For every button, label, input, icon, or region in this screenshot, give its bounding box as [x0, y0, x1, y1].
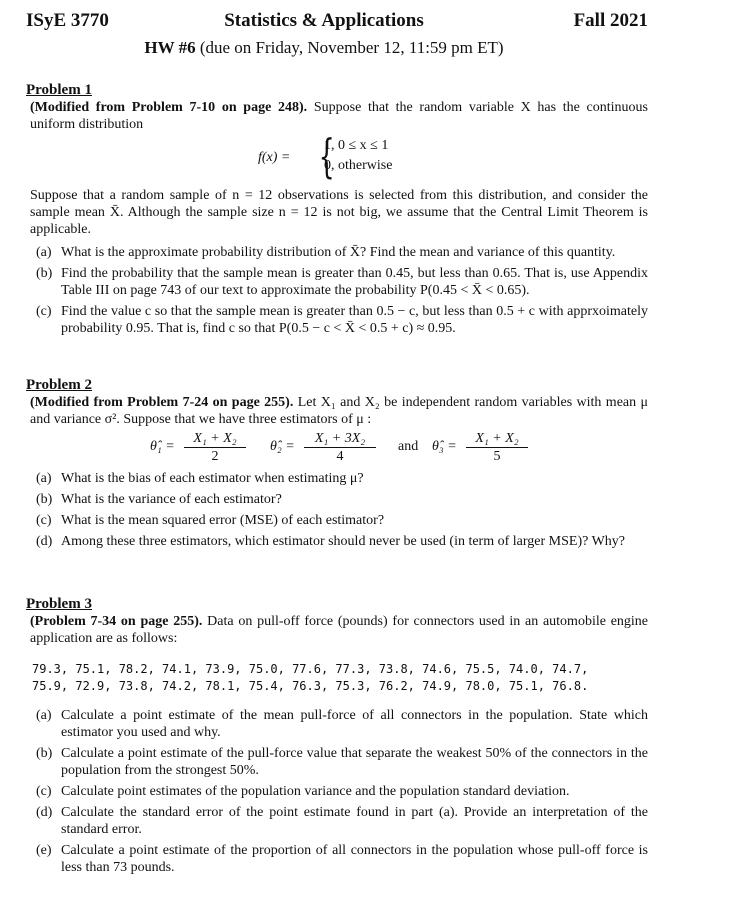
problem-3-intro	[30, 613, 648, 647]
problem-1-title: Problem 1	[26, 82, 92, 98]
problem-1-parts	[36, 244, 648, 337]
list-item: (a) What is the bias of each estimator when estimating μ?	[36, 471, 364, 486]
pdf-case-2: 0, otherwise	[324, 158, 393, 173]
due-date: (due on Friday, November 12, 11:59 pm ET)	[199, 38, 504, 57]
problem-2-title: Problem 2	[26, 377, 92, 393]
problem-2	[26, 377, 648, 554]
problem-3-intro-text: Data on pull-off force (pounds) for connectors used in an automobile engine application are as follows:	[30, 614, 649, 646]
data-line-1: 79.3, 75.1, 78.2, 74.1, 73.9, 75.0, 77.6, 77.3, 73.8, 74.6, 75.5, 74.0, 74.7,	[32, 662, 589, 676]
list-item: (a) Calculate a point estimate of the mean pull-force of all connectors in the population. State which estimator you used and why.	[36, 708, 648, 740]
list-item: (d) Calculate the standard error of the point estimate found in part (a). Provide an interpretation of the standard error.	[36, 805, 648, 837]
problem-1-source: (Modified from Problem 7-10 on page 248).	[30, 100, 308, 115]
list-item: (d) Among these three estimators, which estimator should never be used (in term of larger MSE)? Why?	[36, 534, 625, 549]
theta3-label: θ̂₃ =	[432, 439, 457, 454]
problem-1-text: Suppose that a random sample of n = 12 observations is selected from this distribution, and consider the sample mean X̄. Although the sample size n = 12 is not big, we assume that the Central Limit Theorem is applicable.	[30, 188, 648, 237]
data-line-2: 75.9, 72.9, 73.8, 74.2, 78.1, 75.4, 76.3, 75.3, 76.2, 74.9, 78.0, 75.1, 76.8.	[32, 679, 589, 693]
course-subject: Statistics & Applications	[224, 10, 424, 31]
problem-3-source: (Problem 7-34 on page 255).	[30, 614, 203, 629]
list-item: (c) Find the value c so that the sample mean is greater than 0.5 − c, but less than 0.5 + c with apprxoimately probability 0.95. That is, find c so that P(0.5 − c < X̄ < 0.5 + c) ≈ 0.95.	[36, 304, 648, 336]
problem-3-parts	[36, 707, 648, 876]
problem-1-intro-text: Suppose that the random variable X has the continuous uniform distribution	[30, 100, 648, 132]
problem-2-intro	[30, 394, 648, 428]
homework-number: HW #6	[144, 38, 196, 57]
list-item: (e) Calculate a point estimate of the proportion of all connectors in the population whose pull-off force is less than 73 pounds.	[36, 843, 648, 875]
theta3-fraction: $\frac{\text{X₁ + X₂}}{5}$	[466, 430, 528, 465]
pull-off-force-data	[32, 661, 648, 695]
course-code: ISyE 3770	[26, 10, 109, 31]
problem-3	[26, 596, 648, 880]
problem-2-source: (Modified from Problem 7-24 on page 255).	[30, 395, 294, 410]
list-item: (c) Calculate point estimates of the population variance and the population standard deviation.	[36, 784, 570, 799]
problem-2-intro-text: Let X₁ and X₂ be independent random variables with mean μ and variance σ². Suppose that we have three estimators of μ :	[30, 395, 649, 427]
left-brace: {	[318, 129, 335, 183]
estimators	[26, 430, 648, 464]
pdf-lhs: f(x) =	[258, 150, 291, 165]
list-item: (b) Find the probability that the sample mean is greater than 0.45, but less than 0.65. That is, use Appendix Table III on page 743 of our text to approximate the probability P(0.45 < X̄ < 0.65).	[36, 266, 648, 298]
problem-3-title: Problem 3	[26, 596, 92, 612]
pdf-case-1: 1, 0 ≤ x ≤ 1	[324, 138, 389, 153]
theta1-fraction: $\frac{\text{X₁ + X₂}}{2}$	[184, 430, 246, 465]
theta1-label: θ̂₁ =	[150, 439, 175, 454]
list-item: (c) What is the mean squared error (MSE) of each estimator?	[36, 513, 385, 528]
pdf-formula	[26, 129, 648, 183]
theta2-fraction: $\frac{\text{X₁ + 3X₂}}{4}$	[304, 430, 376, 465]
list-item: (b) What is the variance of each estimator?	[36, 492, 282, 507]
list-item: (a) What is the approximate probability distribution of X̄? Find the mean and variance of this quantity.	[36, 245, 616, 260]
and-word: and	[398, 439, 419, 454]
homework-title	[0, 38, 648, 58]
theta2-label: θ̂₂ =	[270, 439, 295, 454]
list-item: (b) Calculate a point estimate of the pull-force value that separate the weakest 50% of the connectors in the population from the strongest 50%.	[36, 746, 648, 778]
term: Fall 2021	[573, 10, 648, 31]
problem-1-intro	[30, 99, 648, 133]
problem-1	[26, 82, 648, 341]
problem-2-parts	[36, 470, 648, 550]
